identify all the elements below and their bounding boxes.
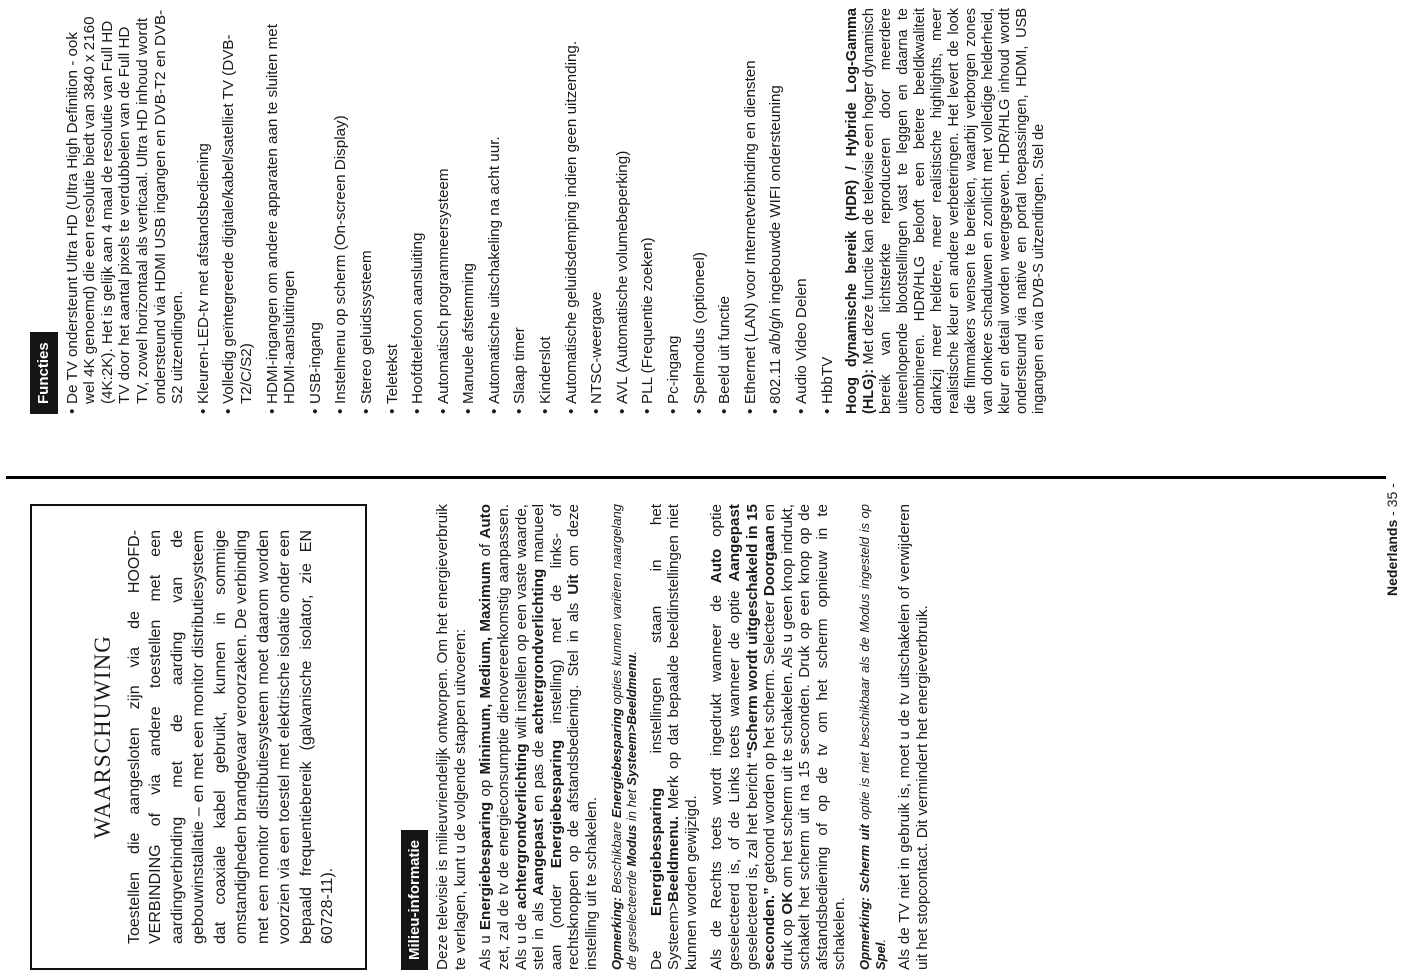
milieu-paragraph-energy: Als u Energiebesparing op Minimum, Medium, Maximum of Auto zet, zal de tv de energieconsumptie dienovereenkomstig aanpassen. Als u de achtergrondverlichting wilt instellen op een vaste waarde, stel in als Aangepast en pas de achtergrondverlichting manueel aan (onder Energiebesparing instelling) met de links- of rechtsknoppen op de afstandsbediening. Stel in als Uit om deze instelling uit te schakelen. <box>477 503 600 970</box>
section-header-functies: Functies <box>30 332 58 414</box>
feature-item: • De TV ondersteunt Ultra HD (Ultra High Definition - ook wel 4K genoemd) die een resolutie biedt van 3840 x 2160 (4K:2K). Het is gelijk aan 4 maal de resolutie van Full HD TV door het aantal pixels te verdubbelen van de Full HD TV, zowel horizontaal als verticaal. Ultra HD inhoud wordt ondersteund via HDMI USB ingangen en DVB-T2 en DVB-S2 uitzendingen. <box>64 8 187 414</box>
warning-body: Toestellen die aangesloten zijn via de HOOFD-VERBINDING of via andere toestellen met een aardingverbinding met de aarding van de gebouwinstallatie – en met een monitor distributiesysteem dat coaxiale kabel gebruikt, kunnen in sommige omstandigheden brandgevaar veroorzaken. De verbinding met een monitor distributiesysteem moet daarom worden voorzien via een toestel met elektrische isolatie onder een bepaald frequentiebereik (galvanische isolator, zie EN 60728-11). <box>125 530 337 944</box>
feature-item: • Kinderslot <box>537 8 555 414</box>
feature-item: • Automatisch programmeersysteem <box>435 8 453 414</box>
feature-item: • Kleuren-LED-tv met afstandsbediening <box>195 8 213 414</box>
feature-item: • Manuele afstemming <box>460 8 478 414</box>
milieu-note-screen-off: Opmerking: Scherm uit optie is niet beschikbaar als de Modus ingesteld is op Spel. <box>857 504 888 970</box>
feature-item: • PLL (Frequentie zoeken) <box>639 8 657 414</box>
feature-item: • 802.11 a/b/g/n ingebouwde WIFI ondersteuning <box>767 8 785 414</box>
feature-item: • Volledig geïntegreerde digitale/kabel/satelliet TV (DVB-T2/C/S2) <box>220 8 255 414</box>
feature-item: • Stereo geluidssysteem <box>358 8 376 414</box>
milieu-intro: Deze televisie is milieuvriendelijk ontworpen. Om het energieverbruik te verlagen, kunt u de volgende stappen uitvoeren: <box>434 504 469 970</box>
column-divider <box>6 476 1386 479</box>
feature-item: • Pc-ingang <box>665 8 683 414</box>
feature-item: • Ethernet (LAN) voor Internetverbinding en diensten <box>742 8 760 414</box>
feature-list <box>64 8 837 414</box>
feature-item: • Spelmodus (optioneel) <box>691 8 709 414</box>
footer-page-number: - 35 - <box>1384 483 1400 516</box>
feature-item: • NTSC-weergave <box>588 8 606 414</box>
feature-item: • Audio Video Delen <box>793 8 811 414</box>
feature-item: • USB-ingang <box>307 8 325 414</box>
feature-item: • Teletekst <box>384 8 402 414</box>
milieu-note-options: Opmerking: Beschikbare Energiebesparing opties kunnen variëren naargelang de geselecteerde Modus in het Systeem>Beeldmenu. <box>608 503 640 970</box>
feature-item: • HDMI-ingangen om andere apparaten aan te sluiten met HDMI-aansluitingen <box>264 8 299 414</box>
feature-item: • Slaap timer <box>511 8 529 414</box>
left-column <box>30 504 939 970</box>
warning-title: WAARSCHUWING <box>90 635 115 839</box>
page-footer <box>1384 483 1400 596</box>
warning-box <box>30 504 367 970</box>
milieu-paragraph-settings: De Energiebesparing instellingen staan in het Systeem>Beeldmenu. Merk op dat bepaalde beeldinstellingen niet kunnen worden gewijzigd. <box>647 504 700 970</box>
footer-language: Nederlands <box>1384 519 1400 596</box>
milieu-paragraph-screen-off: Als de Rechts toets wordt ingedrukt wanneer de Auto optie geselecteerd is, of de Links toets wanneer de optie Aangepast geselecteerd is, zal het bericht “Scherm wordt uitgeschakeld in 15 seconden.” getoond worden op het scherm. Selecteer Doorgaan en druk op OK om het scherm uit te schakelen. Als u geen knop indrukt, schakelt het scherm uit na 15 seconden. Druk op een knop op de afstandsbediening of op de tv om het scherm opnieuw in te schakelen. <box>708 503 849 970</box>
feature-item: • Instelmenu op scherm (On-screen Display) <box>332 8 350 414</box>
feature-item: • Hoofdtelefoon aansluiting <box>409 8 427 414</box>
feature-item: • Automatische uitschakeling na acht uur. <box>486 8 504 414</box>
feature-item: • AVL (Automatische volumebeperking) <box>614 8 632 414</box>
milieu-paragraph-standby: Als de TV niet in gebruik is, moet u de tv uitschakelen of verwijderen uit het stopcontact. Dit vermindert het energieverbruik. <box>896 504 931 970</box>
section-header-milieu: Milieu-informatie <box>401 830 429 970</box>
feature-item: • Automatische geluidsdemping indien geen uitzending. <box>563 8 581 414</box>
feature-item: • Beeld uit functie <box>716 8 734 414</box>
hdr-paragraph: Hoog dynamische bereik (HDR) / Hybride Log-Gamma (HLG): Met deze functie kan de televisie een hoger dynamisch bereik van lichtsterkte reproduceren door meerdere uiteenlopende blootstellingen vast te leggen en daarna te combineren. HDR/HLG belooft een betere beeldkwaliteit dankzij meer heldere, meer realistische highlights, meer realistische kleur en andere verbeteringen. Het levert de look die filmmakers wensen te bereiken, waarbij verborgen zones van donkere schaduwen en zonlicht met volledige helderheid, kleur en detail worden weergegeven. HDR/HLG inhoud wordt ondersteund via native en portal toepassingen, HDMI, USB ingangen en via DVB-S uitzendingen. Stel de <box>844 8 1048 414</box>
right-column <box>30 8 1056 414</box>
feature-item: • HbbTV <box>819 8 837 414</box>
